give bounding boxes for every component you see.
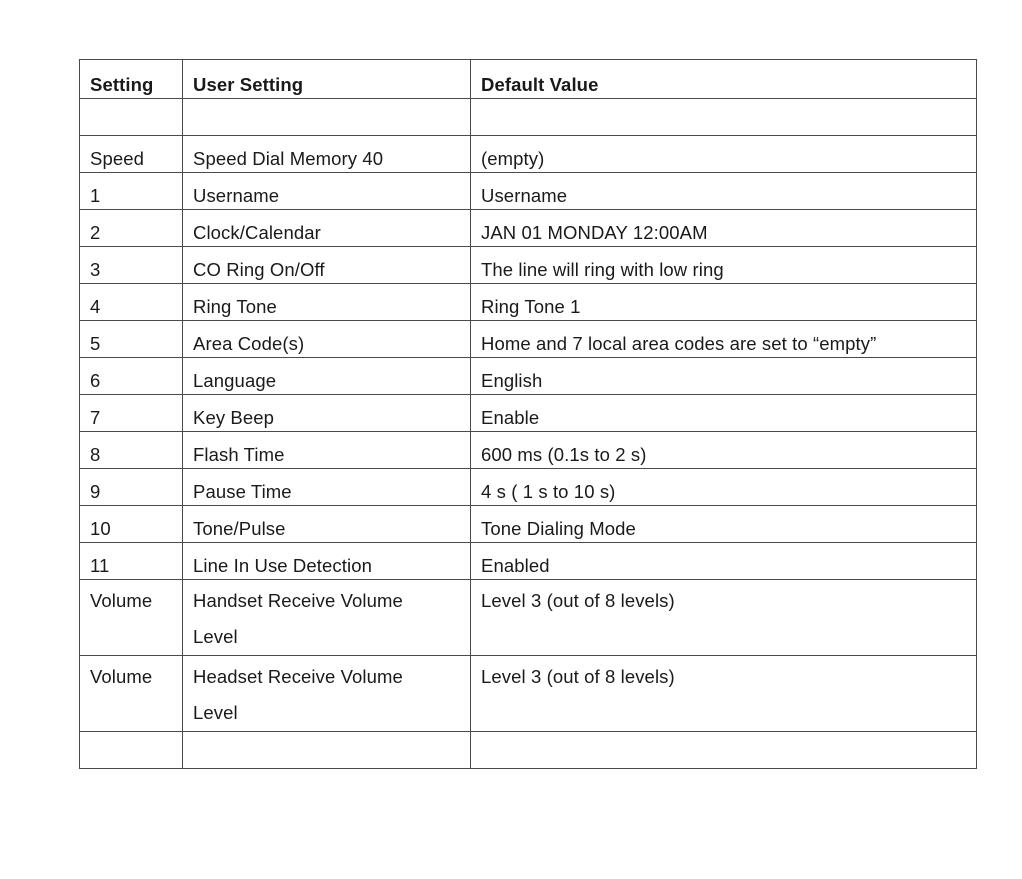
cell-user-setting — [183, 732, 471, 769]
table-row — [80, 469, 977, 506]
header-user-setting: User Setting — [183, 60, 471, 99]
cell-user-setting: Language — [183, 358, 471, 395]
cell-user-setting: Clock/Calendar — [183, 210, 471, 247]
cell-setting: 1 — [80, 173, 183, 210]
header-default-value: Default Value — [471, 60, 977, 99]
cell-default-value: Home and 7 local area codes are set to “empty” — [471, 321, 977, 358]
cell-setting: Speed — [80, 136, 183, 173]
cell-default-value: JAN 01 MONDAY 12:00AM — [471, 210, 977, 247]
cell-setting: 10 — [80, 506, 183, 543]
cell-user-setting: Speed Dial Memory 40 — [183, 136, 471, 173]
cell-user-setting: Area Code(s) — [183, 321, 471, 358]
cell-user-setting: CO Ring On/Off — [183, 247, 471, 284]
settings-table — [79, 59, 977, 769]
table-row — [80, 506, 977, 543]
cell-default-value-text: Level 3 (out of 8 levels) — [481, 590, 675, 611]
table-row — [80, 432, 977, 469]
cell-setting-text: Volume — [90, 666, 153, 687]
cell-setting — [80, 580, 183, 656]
cell-default-value: 4 s ( 1 s to 10 s) — [471, 469, 977, 506]
cell-setting: 6 — [80, 358, 183, 395]
table-row — [80, 247, 977, 284]
cell-setting: 5 — [80, 321, 183, 358]
table-row — [80, 358, 977, 395]
cell-default-value — [471, 656, 977, 732]
cell-default-value: The line will ring with low ring — [471, 247, 977, 284]
cell-setting: 11 — [80, 543, 183, 580]
table-row — [80, 580, 977, 656]
cell-user-setting: Tone/Pulse — [183, 506, 471, 543]
table-row — [80, 321, 977, 358]
table-row — [80, 99, 977, 136]
cell-setting: 9 — [80, 469, 183, 506]
cell-user-setting-text: Handset Receive Volume Level — [193, 590, 403, 647]
cell-setting: 7 — [80, 395, 183, 432]
table-row — [80, 543, 977, 580]
cell-user-setting-text: Headset Receive Volume Level — [193, 666, 403, 723]
cell-user-setting — [183, 656, 471, 732]
cell-user-setting: Ring Tone — [183, 284, 471, 321]
cell-user-setting — [183, 580, 471, 656]
cell-setting: 8 — [80, 432, 183, 469]
cell-setting: 3 — [80, 247, 183, 284]
cell-setting — [80, 99, 183, 136]
header-setting: Setting — [80, 60, 183, 99]
cell-user-setting: Pause Time — [183, 469, 471, 506]
cell-default-value: Enable — [471, 395, 977, 432]
cell-default-value — [471, 580, 977, 656]
cell-user-setting — [183, 99, 471, 136]
table-row — [80, 210, 977, 247]
cell-default-value: English — [471, 358, 977, 395]
cell-setting — [80, 732, 183, 769]
cell-default-value — [471, 732, 977, 769]
cell-user-setting: Username — [183, 173, 471, 210]
table-row — [80, 173, 977, 210]
table-header-row — [80, 60, 977, 99]
cell-user-setting: Line In Use Detection — [183, 543, 471, 580]
cell-default-value: Tone Dialing Mode — [471, 506, 977, 543]
cell-default-value-text: Level 3 (out of 8 levels) — [481, 666, 675, 687]
table-row — [80, 395, 977, 432]
table-row — [80, 656, 977, 732]
cell-default-value: Username — [471, 173, 977, 210]
cell-default-value: Enabled — [471, 543, 977, 580]
table-row — [80, 284, 977, 321]
cell-setting — [80, 656, 183, 732]
cell-user-setting: Key Beep — [183, 395, 471, 432]
cell-setting-text: Volume — [90, 590, 153, 611]
table-row — [80, 732, 977, 769]
table-row — [80, 136, 977, 173]
cell-default-value: Ring Tone 1 — [471, 284, 977, 321]
cell-user-setting: Flash Time — [183, 432, 471, 469]
cell-default-value — [471, 99, 977, 136]
cell-default-value: (empty) — [471, 136, 977, 173]
cell-default-value: 600 ms (0.1s to 2 s) — [471, 432, 977, 469]
cell-setting: 4 — [80, 284, 183, 321]
cell-setting: 2 — [80, 210, 183, 247]
